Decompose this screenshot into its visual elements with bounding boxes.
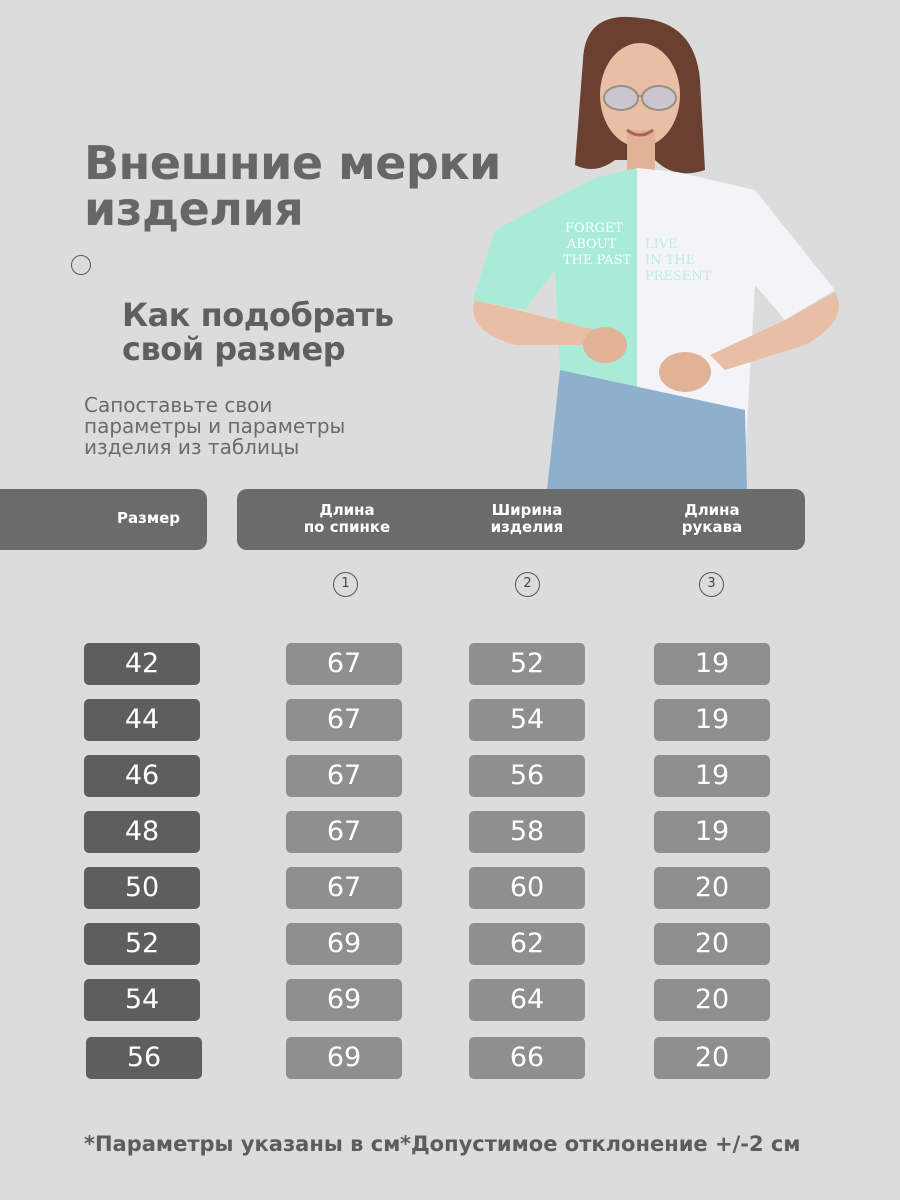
sleeve-length-cell: 19 bbox=[654, 755, 770, 797]
sleeve-length-cell: 19 bbox=[654, 643, 770, 685]
size-header-label: Размер bbox=[117, 509, 181, 527]
sleeve-length-cell: 20 bbox=[654, 1037, 770, 1079]
page-subtitle: Как подобрать свой размер bbox=[122, 296, 394, 368]
back-length-cell: 67 bbox=[286, 811, 402, 853]
sleeve-length-header: Длина рукава bbox=[681, 501, 743, 536]
width-cell: 60 bbox=[469, 867, 585, 909]
size-column-header bbox=[0, 489, 207, 550]
sleeve-length-cell: 20 bbox=[654, 979, 770, 1021]
svg-text:THE PAST: THE PAST bbox=[563, 253, 632, 268]
width-cell: 62 bbox=[469, 923, 585, 965]
back-length-cell: 69 bbox=[286, 923, 402, 965]
sleeve-length-cell: 20 bbox=[654, 923, 770, 965]
sleeve-length-cell: 19 bbox=[654, 699, 770, 741]
svg-text:IN THE: IN THE bbox=[645, 253, 696, 268]
svg-text:LIVE: LIVE bbox=[645, 237, 678, 252]
sleeve-length-cell: 19 bbox=[654, 811, 770, 853]
width-cell: 58 bbox=[469, 811, 585, 853]
size-cell: 42 bbox=[84, 643, 200, 685]
width-cell: 54 bbox=[469, 699, 585, 741]
size-cell: 52 bbox=[84, 923, 200, 965]
marker-1-icon: 1 bbox=[333, 572, 358, 597]
back-length-cell: 69 bbox=[286, 979, 402, 1021]
back-length-cell: 67 bbox=[286, 755, 402, 797]
circle-marker-icon bbox=[71, 255, 91, 275]
back-length-cell: 67 bbox=[286, 867, 402, 909]
size-cell: 48 bbox=[84, 811, 200, 853]
svg-text:FORGET: FORGET bbox=[565, 221, 624, 236]
width-header: Ширина изделия bbox=[490, 501, 564, 536]
back-length-header: Длина по спинке bbox=[303, 501, 391, 536]
width-cell: 56 bbox=[469, 755, 585, 797]
measurements-header bbox=[237, 489, 805, 550]
footnote-units: *Параметры указаны в см bbox=[84, 1132, 401, 1156]
size-cell: 50 bbox=[84, 867, 200, 909]
marker-3-icon: 3 bbox=[699, 572, 724, 597]
model-photo bbox=[455, 0, 855, 490]
svg-text:ABOUT: ABOUT bbox=[567, 237, 617, 252]
sleeve-length-cell: 20 bbox=[654, 867, 770, 909]
width-cell: 52 bbox=[469, 643, 585, 685]
back-length-cell: 67 bbox=[286, 699, 402, 741]
page-title: Внешние мерки изделия bbox=[84, 136, 501, 236]
back-length-cell: 67 bbox=[286, 643, 402, 685]
marker-2-icon: 2 bbox=[515, 572, 540, 597]
width-cell: 66 bbox=[469, 1037, 585, 1079]
svg-text:PRESENT: PRESENT bbox=[645, 269, 712, 284]
size-cell: 54 bbox=[84, 979, 200, 1021]
size-cell: 44 bbox=[84, 699, 200, 741]
instructions-text: Сапоставьте свои параметры и параметры изделия из таблицы bbox=[84, 393, 346, 459]
size-cell: 46 bbox=[84, 755, 200, 797]
size-cell: 56 bbox=[86, 1037, 202, 1079]
footnote-tolerance: *Допустимое отклонение +/-2 см bbox=[400, 1132, 801, 1156]
back-length-cell: 69 bbox=[286, 1037, 402, 1079]
width-cell: 64 bbox=[469, 979, 585, 1021]
